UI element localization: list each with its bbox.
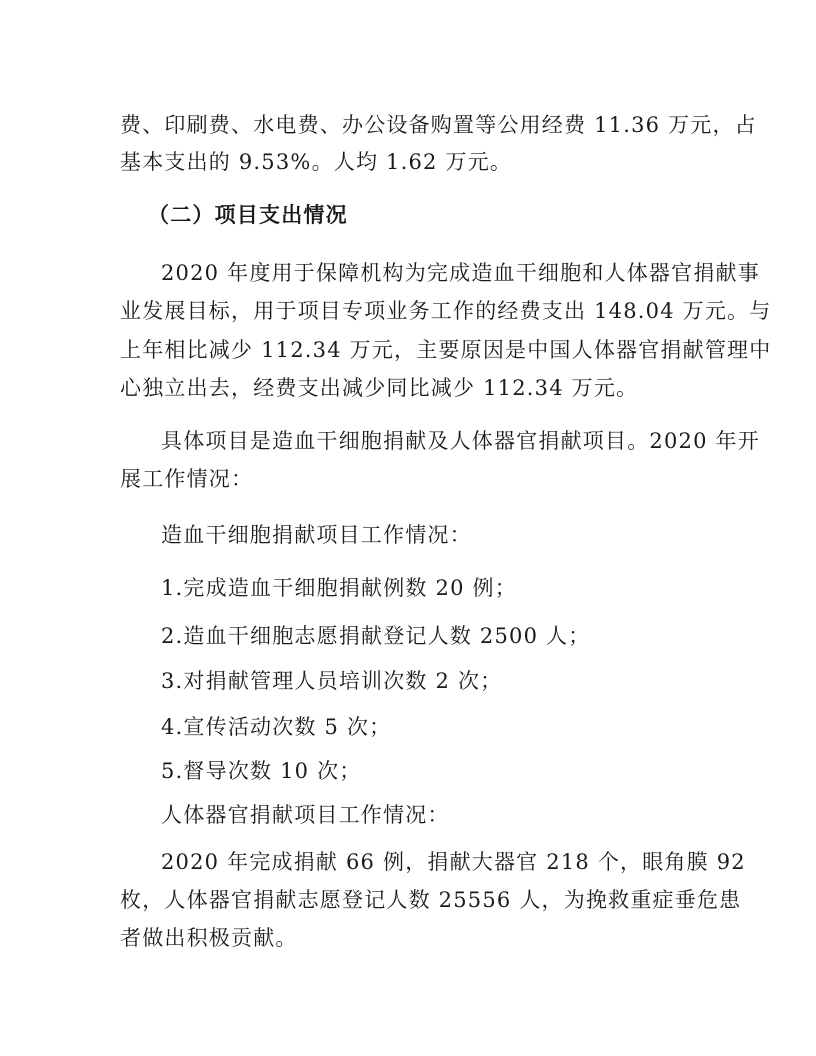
paragraph-line: 上年相比减少 112.34 万元，主要原因是中国人体器官捐献管理中 [120, 338, 772, 362]
list-item: 4.宣传活动次数 5 次； [161, 715, 392, 739]
section-heading: （二）项目支出情况 [148, 202, 348, 227]
paragraph-line: 业发展目标，用于项目专项业务工作的经费支出 148.04 万元。与 [120, 299, 772, 323]
paragraph-line: 费、印刷费、水电费、办公设备购置等公用经费 11.36 万元，占 [120, 113, 757, 137]
paragraph-line: 心独立出去，经费支出减少同比减少 112.34 万元。 [120, 376, 639, 400]
paragraph-line: 基本支出的 9.53%。人均 1.62 万元。 [120, 150, 513, 174]
list-item: 5.督导次数 10 次； [161, 759, 362, 783]
paragraph-line: 者做出积极贡献。 [120, 926, 298, 950]
list-item: 2.造血干细胞志愿捐献登记人数 2500 人； [161, 624, 591, 648]
list-item: 3.对捐献管理人员培训次数 2 次； [161, 669, 503, 693]
paragraph-line: 2020 年完成捐献 66 例，捐献大器官 218 个，眼角膜 92 [161, 850, 746, 874]
list-heading: 人体器官捐献项目工作情况： [161, 803, 450, 827]
list-item: 1.完成造血干细胞捐献例数 20 例； [161, 576, 517, 600]
list-heading: 造血干细胞捐献项目工作情况： [161, 523, 472, 547]
paragraph-line: 2020 年度用于保障机构为完成造血干细胞和人体器官捐献事 [161, 261, 760, 285]
paragraph-line: 具体项目是造血干细胞捐献及人体器官捐献项目。2020 年开 [161, 429, 760, 453]
paragraph-line: 展工作情况： [120, 467, 254, 491]
paragraph-line: 枚，人体器官捐献志愿登记人数 25556 人，为挽救重症垂危患 [120, 888, 742, 912]
